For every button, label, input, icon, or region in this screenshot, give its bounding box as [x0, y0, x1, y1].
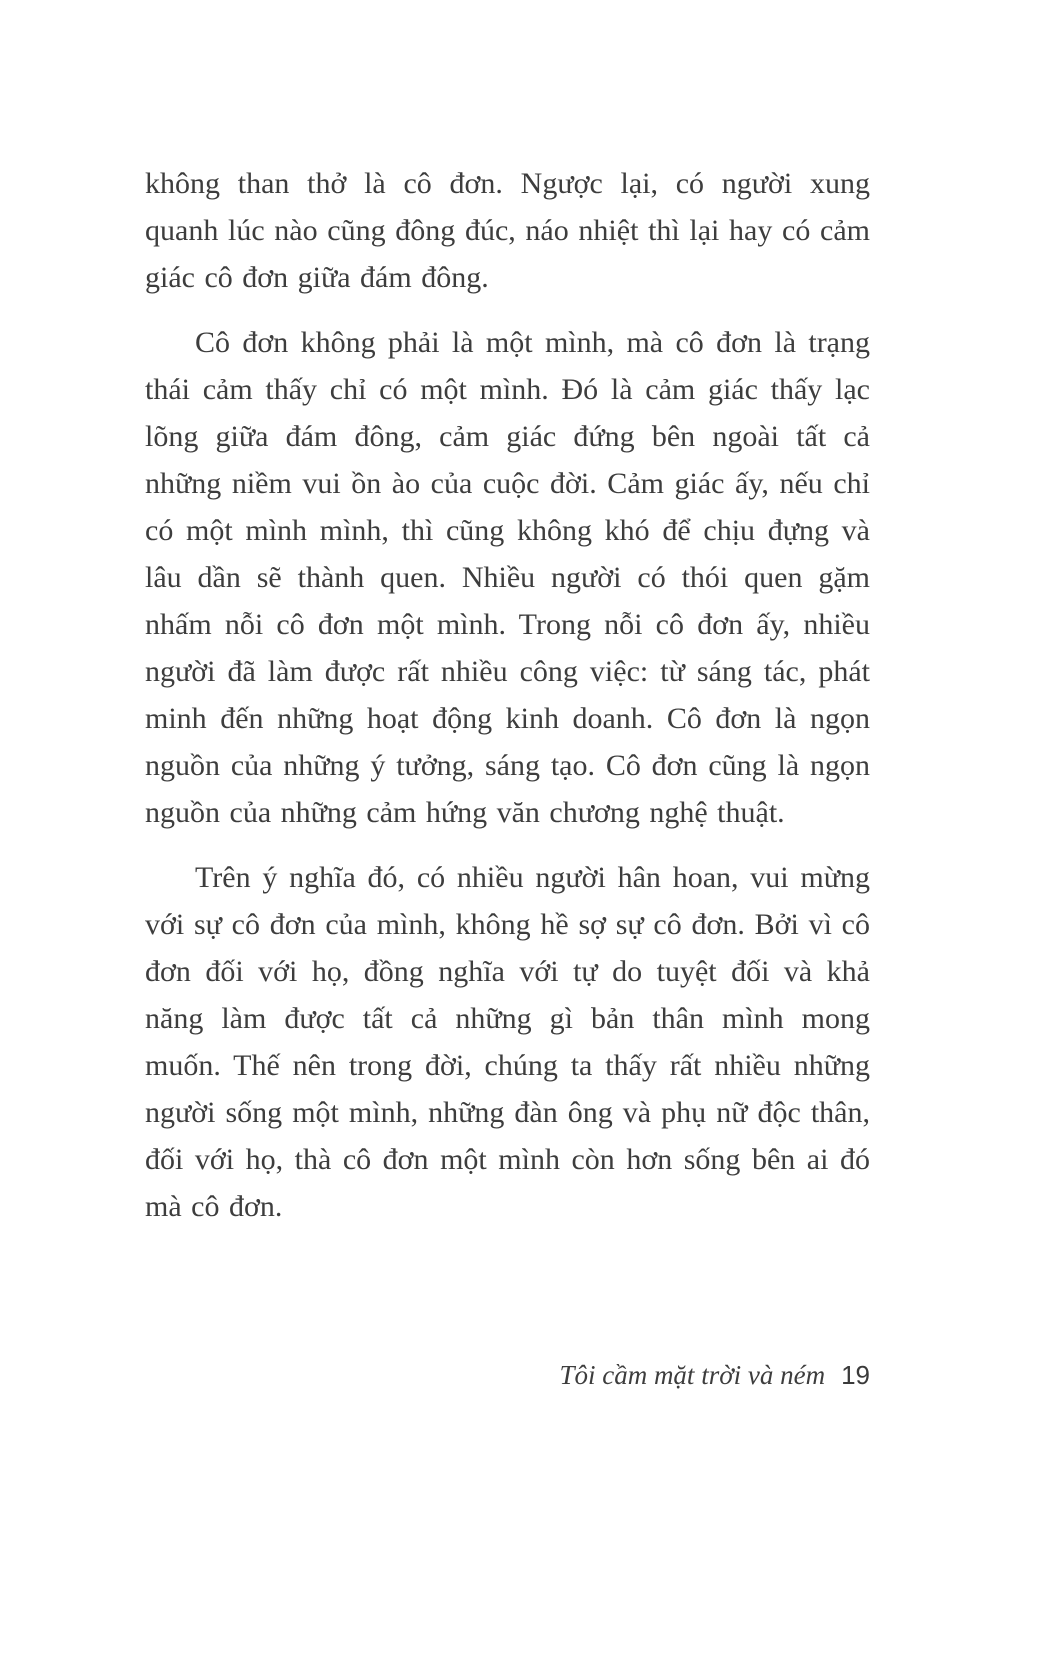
paragraph: Cô đơn không phải là một mình, mà cô đơn là trạng thái cảm thấy chỉ có một mình. Đó là cảm giác thấy lạc lõng giữa đám đông, cảm giác đứng bên ngoài tất cả những niềm vui ồn ào của cuộc đời. Cảm giác ấy, nếu chỉ có một mình mình, thì cũng không khó để chịu đựng và lâu dần sẽ thành quen. Nhiều người có thói quen gặm nhấm nỗi cô đơn một mình. Trong nỗi cô đơn ấy, nhiều người đã làm được rất nhiều công việc: từ sáng tác, phát minh đến những hoạt động kinh doanh. Cô đơn là ngọn nguồn của những ý tưởng, sáng tạo. Cô đơn cũng là ngọn nguồn của những cảm hứng văn chương nghệ thuật. [145, 326, 870, 829]
page-footer [559, 1358, 870, 1392]
page-text-block [145, 160, 870, 1230]
page-number: 19 [841, 1360, 870, 1390]
running-book-title: Tôi cầm mặt trời và ném [559, 1360, 826, 1390]
paragraph-continuation: không than thở là cô đơn. Ngược lại, có người xung quanh lúc nào cũng đông đúc, náo nhiệt thì lại hay có cảm giác cô đơn giữa đám đông. [145, 167, 870, 294]
paragraph: Trên ý nghĩa đó, có nhiều người hân hoan, vui mừng với sự cô đơn của mình, không hề sợ sự cô đơn. Bởi vì cô đơn đối với họ, đồng nghĩa với tự do tuyệt đối và khả năng làm được tất cả những gì bản thân mình mong muốn. Thế nên trong đời, chúng ta thấy rất nhiều những người sống một mình, những đàn ông và phụ nữ độc thân, đối với họ, thà cô đơn một mình còn hơn sống bên ai đó mà cô đơn. [145, 861, 870, 1223]
